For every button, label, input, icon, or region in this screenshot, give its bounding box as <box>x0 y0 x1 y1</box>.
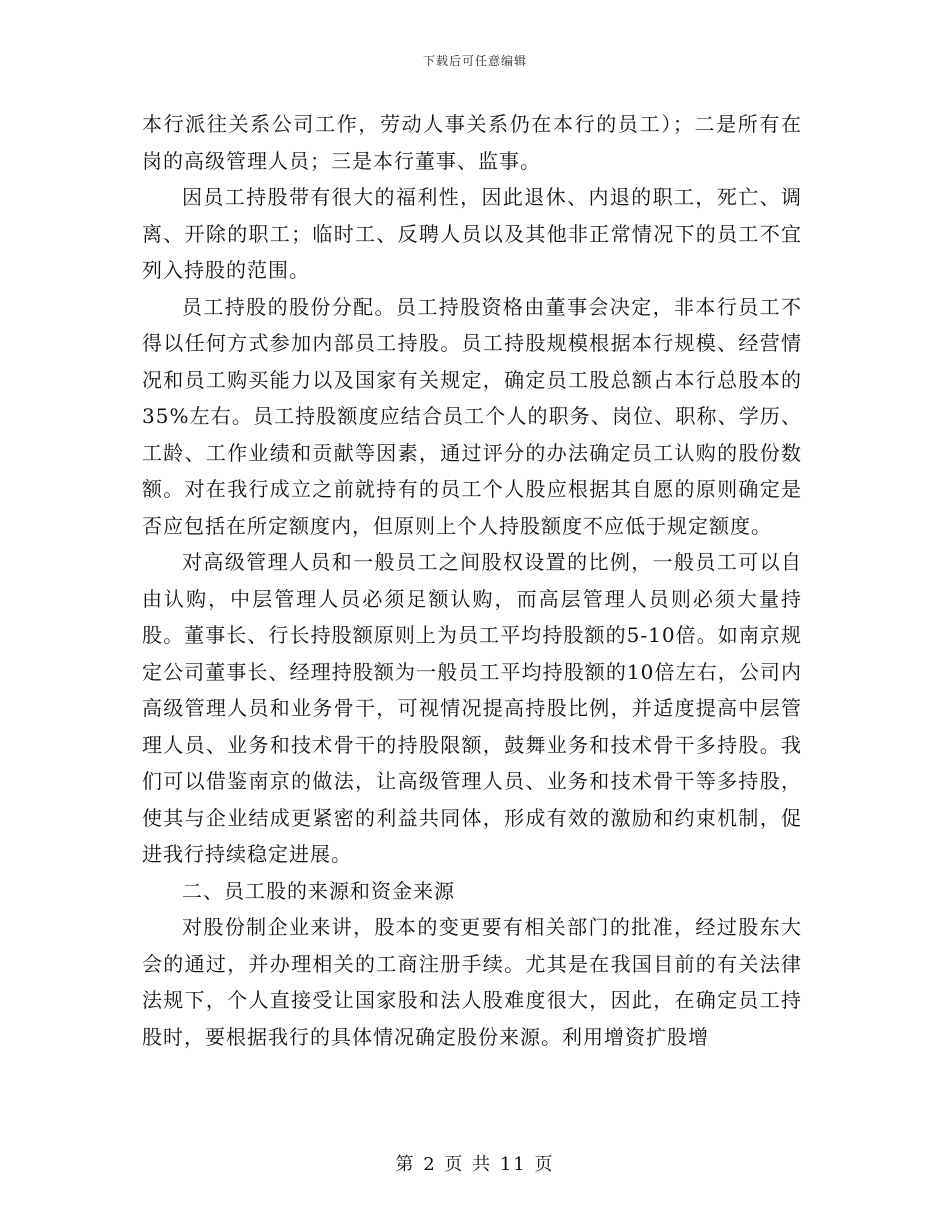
paragraph: 本行派往关系公司工作，劳动人事关系仍在本行的员工）；二是所有在岗的高级管理人员；三是本行董事、监事。 <box>142 112 802 173</box>
document-body <box>142 106 802 1055</box>
paragraph: 对高级管理人员和一般员工之间股权设置的比例，一般员工可以自由认购，中层管理人员必须足额认购，而高层管理人员则必须大量持股。董事长、行长持股额原则上为员工平均持股额的5-10倍。如南京规定公司董事长、经理持股额为一般员工平均持股额的10倍左右，公司内高级管理人员和业务骨干，可视情况提高持股比例，并适度提高中层管理人员、业务和技术骨干的持股限额，鼓舞业务和技术骨干多持股。我们可以借鉴南京的做法，让高级管理人员、业务和技术骨干等多持股，使其与企业结成更紧密的利益共同体，形成有效的激励和约束机制，促进我行持续稳定进展。 <box>142 550 802 866</box>
paragraph: 因员工持股带有很大的福利性，因此退休、内退的职工，死亡、调离、开除的职工；临时工、反聘人员以及其他非正常情况下的员工不宜列入持股的范围。 <box>142 185 802 282</box>
paragraph: 员工持股的股份分配。员工持股资格由董事会决定，非本行员工不得以任何方式参加内部员工持股。员工持股规模根据本行规模、经营情况和员工购买能力以及国家有关规定，确定员工股总额占本行总股本的35%左右。员工持股额度应结合员工个人的职务、岗位、职称、学历、工龄、工作业绩和贡献等因素，通过评分的办法确定员工认购的股份数额。对在我行成立之前就持有的员工个人股应根据其自愿的原则确定是否应包括在所定额度内，但原则上个人持股额度不应低于规定额度。 <box>142 294 802 538</box>
page-header: 下载后可任意编辑 <box>422 54 527 68</box>
paragraph: 对股份制企业来讲，股本的变更要有相关部门的批准，经过股东大会的通过，并办理相关的工商注册手续。尤其是在我国目前的有关法律法规下，个人直接受让国家股和法人股难度很大，因此，在确定员工持股时，要根据我行的具体情况确定股份来源。利用增资扩股增 <box>142 915 802 1049</box>
page-number-footer: 第 2 页 共 11 页 <box>395 1154 555 1175</box>
section-heading: 二、员工股的来源和资金来源 <box>182 878 455 903</box>
